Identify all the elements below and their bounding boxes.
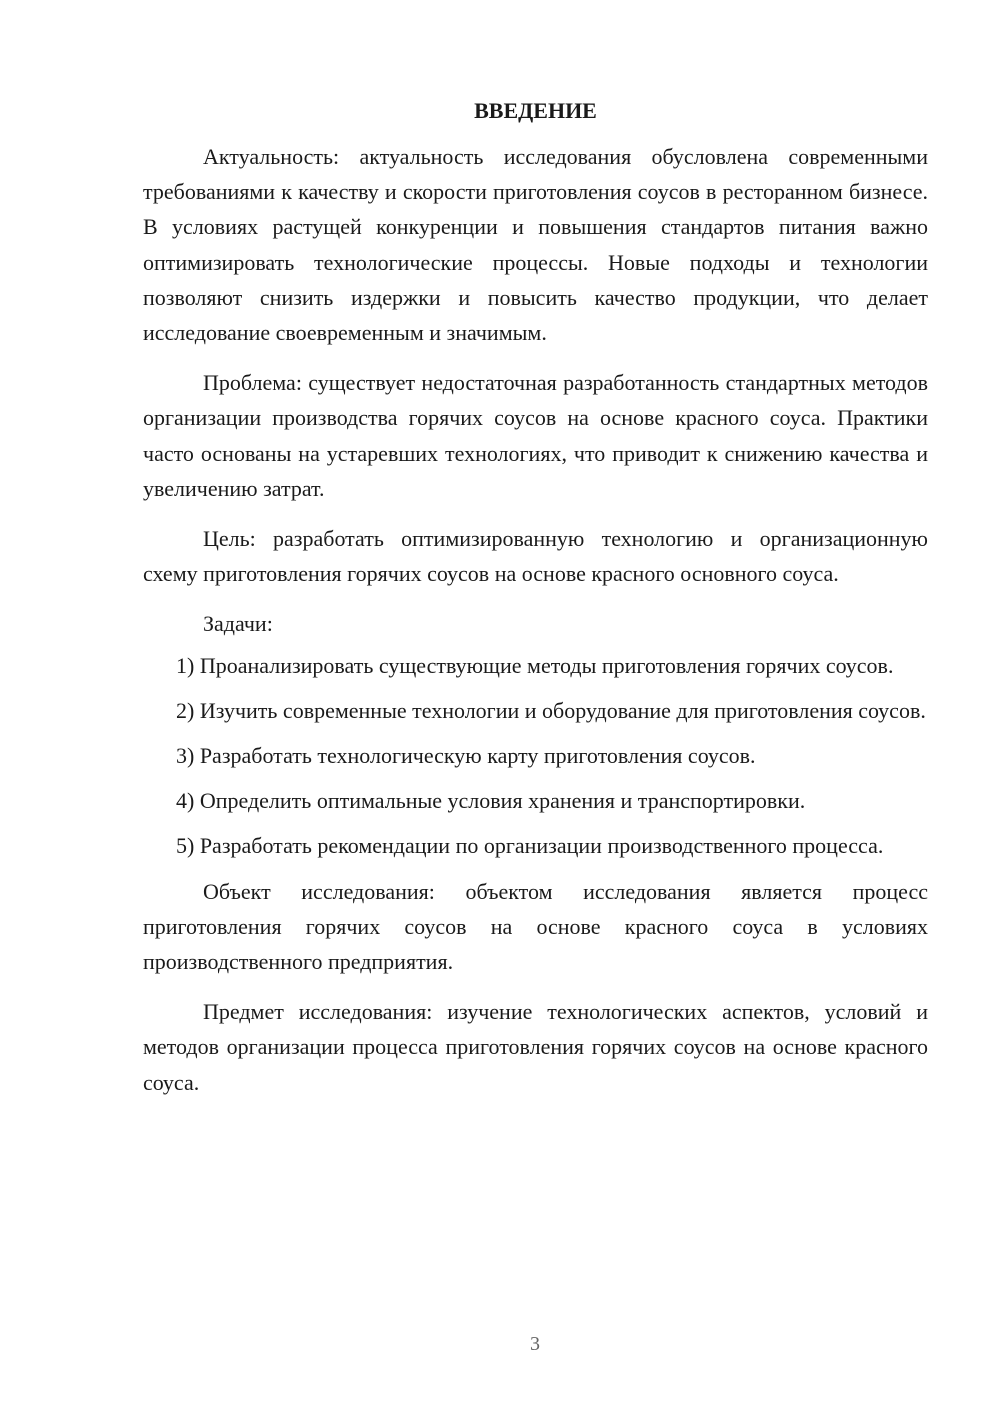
- tasks-label: Задачи:: [203, 611, 273, 637]
- task-item-1: 1) Проанализировать существующие методы приготовления горячих соусов.: [176, 652, 894, 678]
- task-item-2: 2) Изучить современные технологии и оборудование для приготовления соусов.: [176, 697, 926, 723]
- problem-paragraph: Проблема: существует недостаточная разработанность стандартных методов организации производства горячих соусов на основе красного соуса. Практики часто основаны на устаревших технологиях, что приводит к снижению качества и увеличению затрат.: [143, 370, 928, 501]
- section-heading: ВВЕДЕНИЕ: [474, 98, 597, 123]
- page-number: 3: [530, 1333, 540, 1355]
- task-item-5: 5) Разработать рекомендации по организации производственного процесса.: [176, 833, 884, 859]
- task-item-3: 3) Разработать технологическую карту приготовления соусов.: [176, 743, 756, 769]
- goal-paragraph: Цель: разработать оптимизированную технологию и организационную схему приготовления горячих соусов на основе красного основного соуса.: [143, 526, 928, 587]
- relevance-paragraph: Актуальность: актуальность исследования обусловлена современными требованиями к качеству и скорости приготовления соусов в ресторанном бизнесе. В условиях растущей конкуренции и повышения стандартов питания важно оптимизировать технологические процессы. Новые подходы и технологии позволяют снизить издержки и повысить качество продукции, что делает исследование своевременным и значимым.: [143, 144, 928, 346]
- object-paragraph: Объект исследования: объектом исследования является процесс приготовления горячих соусов на основе красного соуса в условиях производственного предприятия.: [143, 878, 928, 975]
- document-page: [143, 96, 928, 1115]
- task-item-4: 4) Определить оптимальные условия хранения и транспортировки.: [176, 788, 806, 814]
- subject-paragraph: Предмет исследования: изучение технологических аспектов, условий и методов организации процесса приготовления горячих соусов на основе красного соуса.: [143, 999, 928, 1095]
